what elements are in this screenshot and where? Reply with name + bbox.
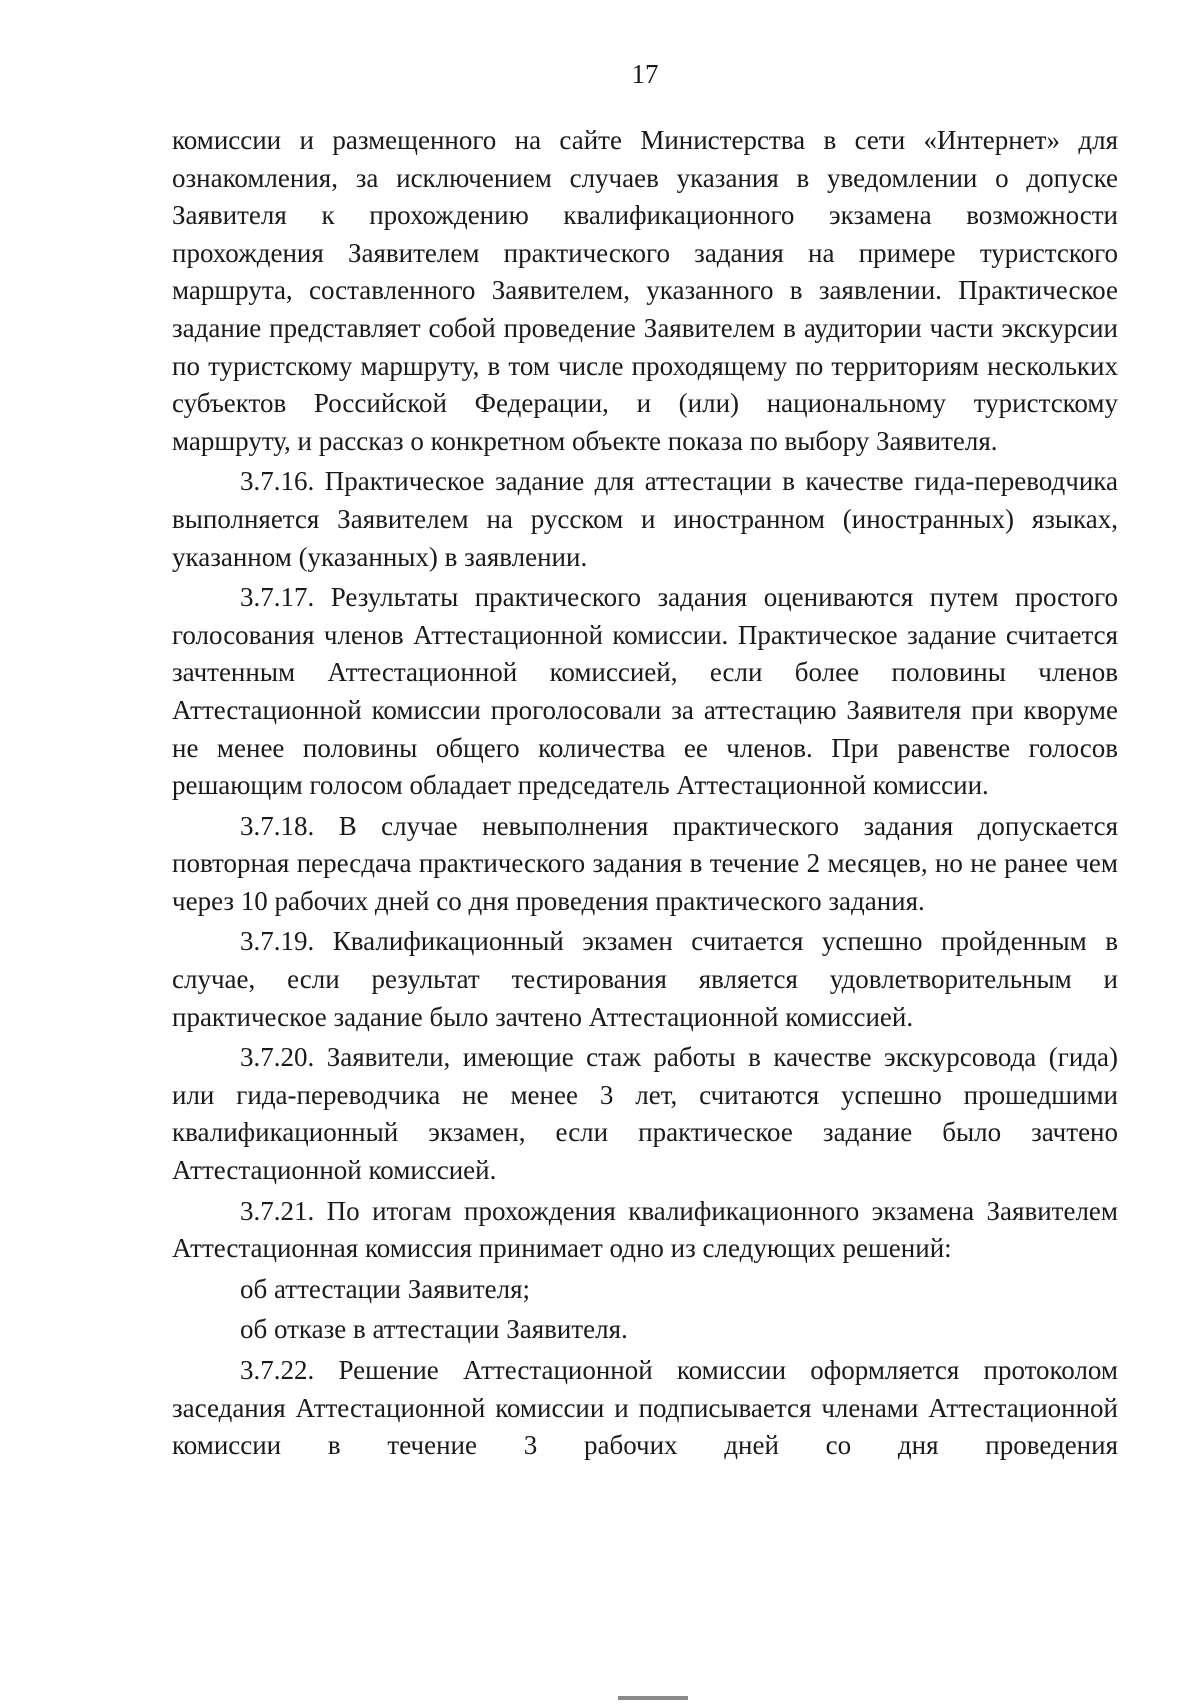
document-body — [172, 122, 1118, 1465]
scan-edge-mark — [618, 1696, 688, 1700]
list-item-refusal: об отказе в аттестации Заявителя. — [240, 1314, 628, 1345]
paragraph-3-7-18: 3.7.18. В случае невыполнения практического задания допускается повторная пересдача практического задания в течение 2 месяцев, но не ранее чем через 10 рабочих дней со дня проведения практического задания. — [172, 810, 1118, 916]
list-item-attestation: об аттестации Заявителя; — [240, 1273, 531, 1304]
paragraph-3-7-22: 3.7.22. Решение Аттестационной комиссии оформляется протоколом заседания Аттестационной комиссии и подписывается членами Аттестационной комиссии в течение 3 рабочих дней со дня проведения — [172, 1355, 1118, 1461]
paragraph-3-7-17: 3.7.17. Результаты практического задания оцениваются путем простого голосования членов Аттестационной комиссии. Практическое задание считается зачтенным Аттестационной комиссией, если более половины членов Аттестационной комиссии проголосовали за аттестацию Заявителя при кворуме не менее половины общего количества ее членов. При равенстве голосов решающим голосом обладает председатель Аттестационной комиссии. — [172, 582, 1118, 801]
paragraph-3-7-19: 3.7.19. Квалификационный экзамен считается успешно пройденным в случае, если результат тестирования является удовлетворительным и практическое задание было зачтено Аттестационной комиссией. — [172, 926, 1118, 1032]
paragraph-3-7-16: 3.7.16. Практическое задание для аттестации в качестве гида-переводчика выполняется Заявителем на русском и иностранном (иностранных) языках, указанном (указанных) в заявлении. — [172, 466, 1118, 572]
paragraph-3-7-21: 3.7.21. По итогам прохождения квалификационного экзамена Заявителем Аттестационная комиссия принимает одно из следующих решений: — [172, 1195, 1118, 1264]
paragraph-continuation: комиссии и размещенного на сайте Министерства в сети «Интернет» для ознакомления, за исключением случаев указания в уведомлении о допуске Заявителя к прохождению квалификационного экзамена возможности прохождения Заявителем практического задания на примере туристского маршрута, составленного Заявителем, указанного в заявлении. Практическое задание представляет собой проведение Заявителем в аудитории части экскурсии по туристскому маршруту, в том числе проходящему по территориям нескольких субъектов Российской Федерации, и (или) национальному туристскому маршруту, и рассказ о конкретном объекте показа по выбору Заявителя. — [172, 125, 1118, 456]
paragraph-3-7-20: 3.7.20. Заявители, имеющие стаж работы в качестве экскурсовода (гида) или гида-переводчика не менее 3 лет, считаются успешно прошедшими квалификационный экзамен, если практическое задание было зачтено Аттестационной комиссией. — [172, 1042, 1118, 1186]
page-number: 17 — [631, 59, 659, 89]
